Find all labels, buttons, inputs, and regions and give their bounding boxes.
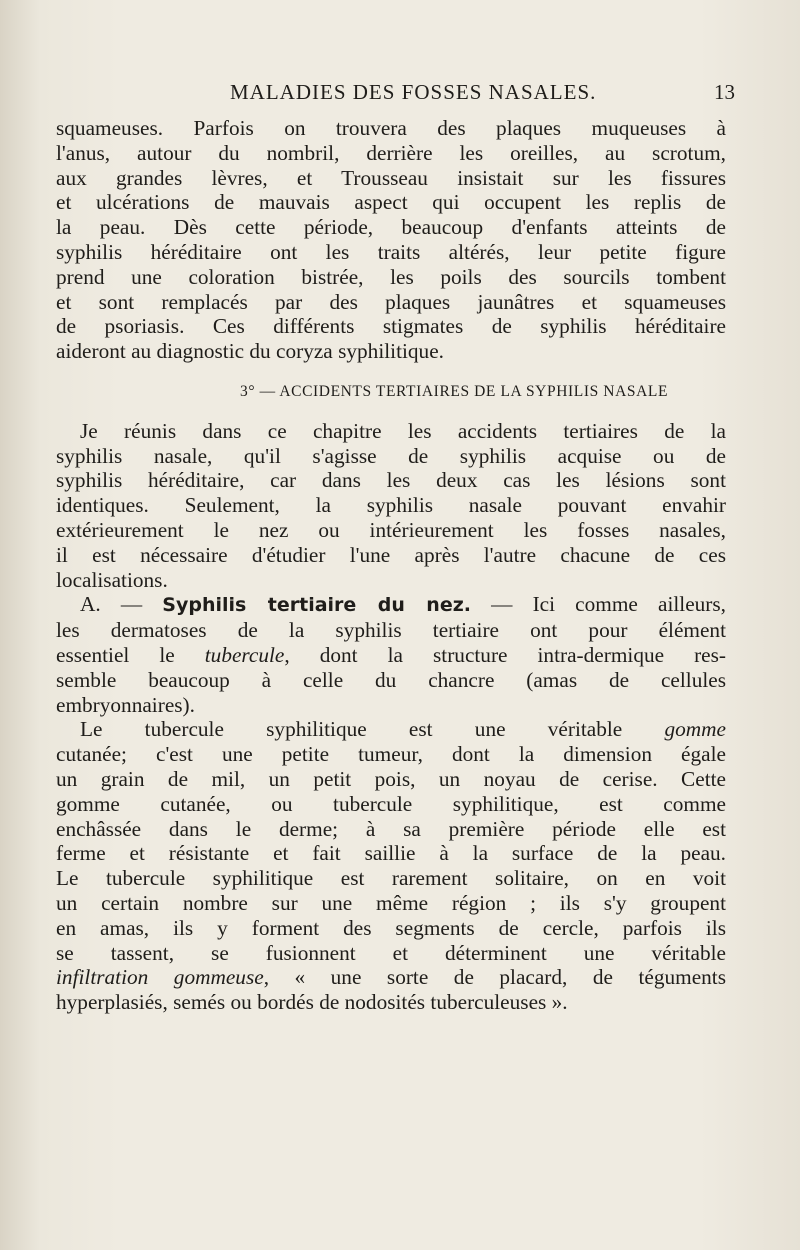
italic-term: gomme: [664, 717, 726, 742]
text-line: hyperplasiés, semés ou bordés de nodosités tuberculeuses ».: [56, 990, 568, 1015]
text-line: syphilis héréditaire, car dans les deux cas les lésions sont: [56, 468, 726, 493]
text-run: Le tubercule syphilitique est une véritable: [80, 717, 665, 742]
text-line: cutanée; c'est une petite tumeur, dont la dimension égale: [56, 742, 726, 767]
page-header: [0, 80, 800, 110]
section-heading: 3° — ACCIDENTS TERTIAIRES DE LA SYPHILIS NASALE: [240, 382, 669, 400]
text-line: localisations.: [56, 567, 168, 592]
text-line: [56, 592, 726, 618]
text-run: , dont la structure intra-dermique res-: [284, 642, 727, 667]
text-run: — Ici comme ailleurs,: [470, 592, 727, 617]
text-line: embryonnaires).: [56, 692, 195, 717]
text-line: un certain nombre sur une même région ; ils s'y groupent: [56, 890, 726, 915]
text-line: semble beaucoup à celle du chancre (amas de cellules: [56, 667, 726, 692]
text-run: essentiel le: [56, 642, 205, 667]
text-line: ferme et résistante et fait saillie à la surface de la peau.: [56, 841, 726, 866]
text-line: de psoriasis. Ces différents stigmates de syphilis héréditaire: [56, 314, 726, 339]
text-line: les dermatoses de la syphilis tertiaire ont pour élément: [56, 618, 726, 643]
text-run: , « une sorte de placard, de téguments: [263, 965, 726, 990]
text-line: [56, 643, 726, 668]
text-line: l'anus, autour du nombril, derrière les oreilles, au scrotum,: [56, 140, 726, 165]
italic-term: tubercule: [204, 642, 285, 667]
text-line: la peau. Dès cette période, beaucoup d'enfants atteints de: [56, 215, 726, 240]
text-line: gomme cutanée, ou tubercule syphilitique, est comme: [56, 791, 726, 816]
text-line: extérieurement le nez ou intérieurement les fosses nasales,: [56, 517, 726, 542]
running-title: MALADIES DES FOSSES NASALES.: [230, 80, 597, 104]
text-line: et sont remplacés par des plaques jaunâtres et squameuses: [56, 289, 726, 314]
text-line: un grain de mil, un petit pois, un noyau de cerise. Cette: [56, 766, 726, 791]
text-line: Le tubercule syphilitique est rarement solitaire, on en voit: [56, 866, 726, 891]
text-line: il est nécessaire d'étudier l'une après l'autre chacune de ces: [56, 542, 726, 567]
text-line: se tassent, se fusionnent et déterminent une véritable: [56, 940, 726, 965]
page-number: 13: [714, 80, 735, 104]
text-line: squameuses. Parfois on trouvera des plaques muqueuses à: [56, 116, 726, 140]
text-line: identiques. Seulement, la syphilis nasale pouvant envahir: [56, 493, 726, 518]
text-line: [56, 965, 726, 990]
text-line: aux grandes lèvres, et Trousseau insistait sur les fissures: [56, 165, 726, 190]
subsection-letter: A. —: [80, 592, 163, 617]
italic-term: infiltration gommeuse: [56, 965, 264, 990]
text-line: en amas, ils y forment des segments de cercle, parfois ils: [56, 915, 726, 940]
body-text: [56, 116, 726, 1015]
subsection-title: Syphilis tertiaire du nez.: [162, 594, 471, 617]
text-line: Je réunis dans ce chapitre les accidents tertiaires de la: [80, 418, 726, 443]
text-line: syphilis nasale, qu'il s'agisse de syphilis acquise ou de: [56, 443, 726, 468]
text-line: [56, 717, 726, 742]
text-line: syphilis héréditaire ont les traits altérés, leur petite figure: [56, 239, 726, 264]
text-line: prend une coloration bistrée, les poils des sourcils tombent: [56, 264, 726, 289]
text-line: aideront au diagnostic du coryza syphilitique.: [56, 339, 444, 364]
text-line: et ulcérations de mauvais aspect qui occupent les replis de: [56, 190, 726, 215]
text-line: enchâssée dans le derme; à sa première période elle est: [56, 816, 726, 841]
